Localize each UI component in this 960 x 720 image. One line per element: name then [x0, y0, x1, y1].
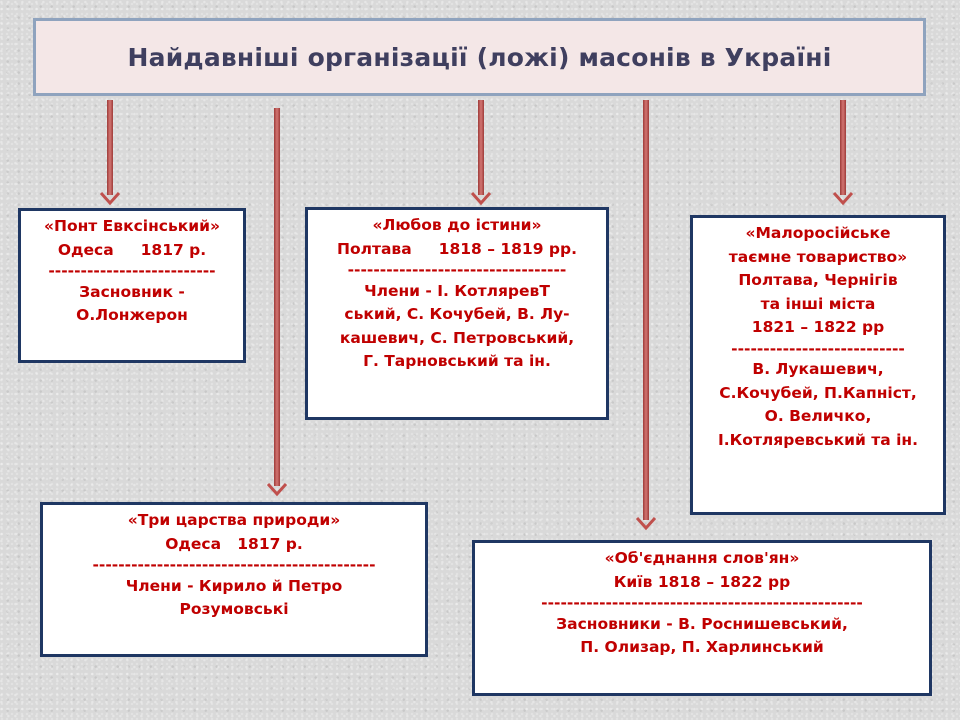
arrow-to-malorosiyske — [834, 100, 852, 203]
box-members-line: О.Лонжерон — [76, 306, 188, 325]
box-name: таємне товариство» — [728, 247, 908, 266]
box-name: «Малоросійське — [745, 224, 891, 242]
box-place-date: Одеса 1817 р. — [57, 240, 207, 259]
box-members-line: Засновник - — [79, 282, 185, 301]
box-members-line: Члени - Кирило й Петро — [125, 576, 343, 595]
arrow-to-lyubov — [472, 100, 490, 203]
box-members-line: Засновники - В. Роснишевський, — [556, 614, 848, 633]
arrow-to-obyednannya — [637, 100, 655, 528]
arrow-to-pont — [101, 100, 119, 203]
box-place-date: Одеса 1817 р. — [165, 534, 303, 553]
box-place-date: Київ 1818 – 1822 рр — [613, 572, 791, 591]
arrow-to-try-tsarstva — [268, 108, 286, 494]
title-box — [33, 18, 926, 96]
box-separator: ---------------------------------- — [347, 261, 567, 280]
page-title: Найдавніші організації (ложі) масонів в Україні — [127, 42, 832, 72]
box-members-line: О. Величко, — [764, 407, 872, 426]
box-lyubov-do-istyny — [305, 207, 609, 420]
box-members-line: Члени - І. КотляревТ — [364, 281, 550, 300]
box-place-date: 1821 – 1822 рр — [751, 318, 885, 337]
box-separator: -------------------------- — [48, 262, 216, 281]
box-separator: --------------------------- — [731, 339, 905, 358]
box-malorosiyske-tovarystvo — [690, 215, 946, 515]
box-members-line: кашевич, С. Петровський, — [339, 328, 575, 347]
box-place-date: Полтава 1818 – 1819 рр. — [337, 239, 577, 258]
box-name: «Три царства природи» — [127, 511, 341, 529]
box-members-line: Розумовські — [179, 600, 289, 619]
box-name: «Понт Евксінський» — [43, 217, 221, 235]
box-members-line: С.Кочубей, П.Капніст, — [719, 383, 917, 402]
box-members-line: ський, С. Кочубей, В. Лу- — [344, 305, 570, 324]
box-place-date: та інші міста — [760, 294, 876, 313]
box-members-line: І.Котляревський та ін. — [717, 430, 919, 449]
box-members-line: П. Олизар, П. Харлинський — [580, 638, 824, 657]
box-separator: -------------------------------------------------- — [541, 594, 863, 613]
box-obyednannya-slovyan — [472, 540, 932, 696]
box-place-date: Полтава, Чернігів — [738, 271, 898, 290]
box-try-tsarstva-pryrody — [40, 502, 428, 657]
box-members-line: Г. Тарновський та ін. — [363, 352, 551, 371]
box-separator: -------------------------------------------- — [92, 556, 376, 575]
box-name: «Любов до істини» — [372, 216, 542, 234]
box-members-line: В. Лукашевич, — [752, 360, 884, 379]
box-pont-evksinskyi — [18, 208, 246, 363]
box-name: «Об'єднання слов'ян» — [604, 549, 800, 567]
